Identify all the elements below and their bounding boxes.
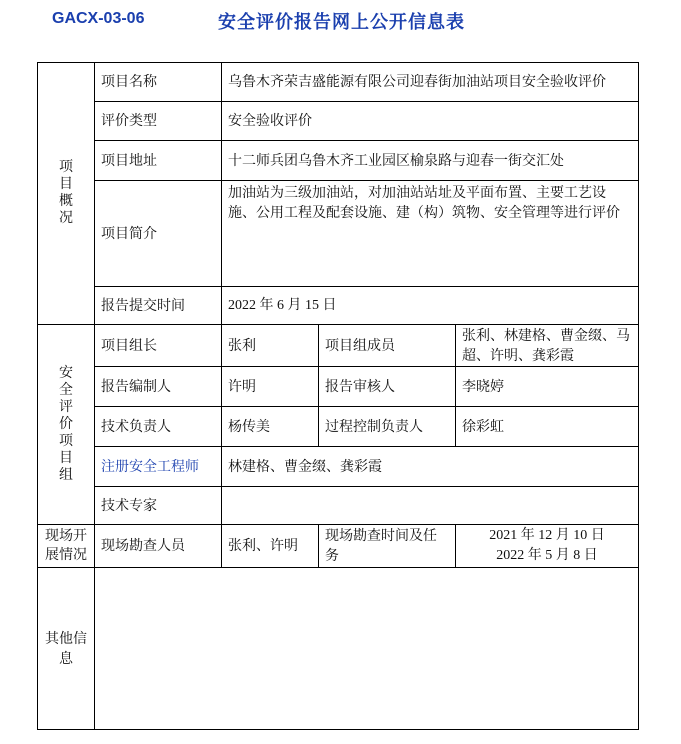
label-tech-expert: 技术专家 [95,487,222,525]
row-tech-lead [38,407,639,447]
row-team-leader [38,325,639,367]
value-submit-time: 2022 年 6 月 15 日 [222,287,639,325]
label-tech-lead: 技术负责人 [95,407,222,447]
info-table [37,62,639,730]
label-report-author: 报告编制人 [95,367,222,407]
row-project-name [38,63,639,102]
row-safety-engineer [38,447,639,487]
value-team-members: 张利、林建格、曹金缀、马超、许明、龚彩霞 [456,325,639,367]
label-project-address: 项目地址 [95,141,222,181]
label-project-name: 项目名称 [95,63,222,102]
label-team-members: 项目组成员 [319,325,456,367]
section-overview [38,63,95,325]
label-submit-time: 报告提交时间 [95,287,222,325]
row-project-address [38,141,639,181]
label-site-staff: 现场勘查人员 [95,525,222,568]
site-date-1: 2021 年 12 月 10 日 [489,528,605,543]
label-eval-type: 评价类型 [95,102,222,141]
row-submit-time [38,287,639,325]
row-site-survey [38,525,639,568]
row-eval-type [38,102,639,141]
row-project-summary [38,181,639,287]
value-project-name: 乌鲁木齐荣吉盛能源有限公司迎春街加油站项目安全验收评价 [222,63,639,102]
value-team-leader: 张利 [222,325,319,367]
section-site: 现场开展情况 [38,525,95,568]
section-team [38,325,95,525]
row-tech-expert [38,487,639,525]
document-code: GACX-03-06 [52,10,145,27]
value-site-staff: 张利、许明 [222,525,319,568]
value-report-reviewer: 李晓婷 [456,367,639,407]
row-other-info [38,568,639,730]
section-team-label: 安全评价项目组 [59,364,73,483]
site-date-2: 2022 年 5 月 8 日 [496,548,598,563]
label-team-leader: 项目组长 [95,325,222,367]
section-overview-label: 项目概况 [59,159,73,226]
value-eval-type: 安全验收评价 [222,102,639,141]
label-safety-engineer: 注册安全工程师 [95,447,222,487]
value-project-summary: 加油站为三级加油站，对加油站站址及平面布置、主要工艺设施、公用工程及配套设施、建（构）筑物、安全管理等进行评价 [222,181,639,287]
row-report-author [38,367,639,407]
section-other: 其他信息 [38,568,95,730]
value-report-author: 许明 [222,367,319,407]
value-other-info [95,568,639,730]
label-report-reviewer: 报告审核人 [319,367,456,407]
value-safety-engineer: 林建格、曹金缀、龚彩霞 [222,447,639,487]
label-site-time: 现场勘查时间及任务 [319,525,456,568]
label-process-lead: 过程控制负责人 [319,407,456,447]
value-tech-expert [222,487,639,525]
document-title: 安全评价报告网上公开信息表 [218,12,465,33]
value-project-address: 十二师兵团乌鲁木齐工业园区榆泉路与迎春一街交汇处 [222,141,639,181]
label-project-summary: 项目简介 [95,181,222,287]
value-process-lead: 徐彩虹 [456,407,639,447]
value-site-dates [456,525,639,568]
value-tech-lead: 杨传美 [222,407,319,447]
